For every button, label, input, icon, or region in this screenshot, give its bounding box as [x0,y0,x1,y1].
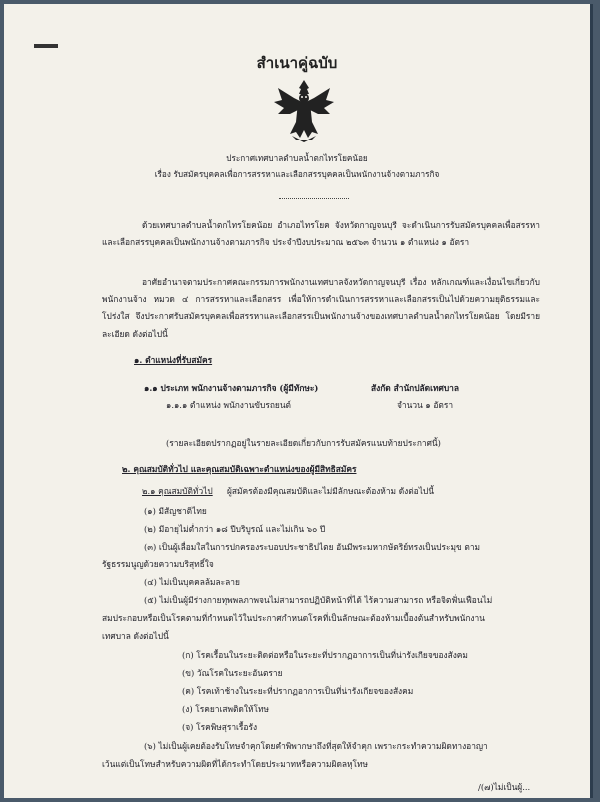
intro-paragraph-1: ด้วยเทศบาลตำบลน้ำตกไทรโยคน้อย อำเภอไทรโยค จังหวัดกาญจนบุรี จะดำเนินการรับสมัครบุคคลเพื่อสรรหาและเลือกสรรบุคคลเป็นพนักงานจ้างตามภารกิจ ประจำปีงบประมาณ ๒๕๖๓ จำนวน ๑ ตำแหน่ง ๑ อัตรา [102,220,540,248]
disease-item: (ค) โรคเท้าช้างในระยะที่ปรากฏอาการเป็นที่น่ารังเกียจของสังคม [182,686,414,696]
qualification-3-line2: รัฐธรรมนูญด้วยความบริสุทธิ์ใจ [102,559,214,569]
pen-mark [34,44,58,48]
continuation-footer: /(๗)ไม่เป็นผู้... [478,782,531,792]
document-page [4,4,593,798]
position-affiliation: สังกัด สำนักปลัดเทศบาล [371,383,459,393]
qualification-5-line3: เทศบาล ดังต่อไปนี้ [102,631,169,641]
position-title: ๑.๑.๑ ตำแหน่ง พนักงานขับรถยนต์ [166,400,291,410]
qualification-1: (๑) มีสัญชาติไทย [144,506,207,516]
section1-heading: ๑. ตำแหน่งที่รับสมัคร [134,355,213,365]
disease-item: (ก) โรคเรื้อนในระยะติดต่อหรือในระยะที่ปรากฏอาการเป็นที่น่ารังเกียจของสังคม [182,650,468,660]
qualification-4: (๔) ไม่เป็นบุคคลล้มละลาย [144,577,240,587]
qualification-3-line1: (๓) เป็นผู้เลื่อมใสในการปกครองระบอบประชาธิปไตย อันมีพระมหากษัตริย์ทรงเป็นประมุข ตาม [144,542,481,552]
details-note: (รายละเอียดปรากฏอยู่ในรายละเอียดเกี่ยวกับการรับสมัครแนบท้ายประกาศนี้) [166,438,441,448]
intro-paragraph-2: อาศัยอำนาจตามประกาศคณะกรรมการพนักงานเทศบาลจังหวัดกาญจนบุรี เรื่อง หลักเกณฑ์และเงื่อนไขเกี่ยวกับพนักงานจ้าง หมวด ๔ การสรรหาและเลือกสรร เพื่อให้การดำเนินการสรรหาและเลือกสรรเป็นไปด้วยความยุติธรรมและโปร่งใส จึงประกาศรับสมัครบุคคลเพื่อสรรหาและเลือกสรรเป็นพนักงานจ้างของเทศบาลตำบลน้ำตกไทรโยคน้อย โดยมีรายละเอียด ดังต่อไปนี้ [102,277,540,339]
disease-item: (จ) โรคพิษสุราเรื้อรัง [182,722,258,732]
position-count: จำนวน ๑ อัตรา [397,400,454,410]
qualification-2: (๒) มีอายุไม่ต่ำกว่า ๑๘ ปีบริบูรณ์ และไม่เกิน ๖๐ ปี [144,524,326,534]
disease-item: (ข) วัณโรคในระยะอันตราย [182,668,283,678]
disease-item: (ง) โรคยาเสพติดให้โทษ [182,704,270,714]
qualification-5-line1: (๕) ไม่เป็นผู้มีร่างกายทุพพลภาพจนไม่สามารถปฏิบัติหน้าที่ได้ ไร้ความสามารถ หรือจิตฟั่นเฟือนไม่ [144,595,493,605]
garuda-emblem-icon [272,78,336,144]
qualification-5-line2: สมประกอบหรือเป็นโรคตามที่กำหนดไว้ในประกาศกำหนดโรคที่เป็นลักษณะต้องห้ามเบื้องต้นสำหรับพนักงาน [102,613,485,623]
qualification-6-line1: (๖) ไม่เป็นผู้เคยต้องรับโทษจำคุกโดยคำพิพากษาถึงที่สุดให้จำคุก เพราะกระทำความผิดทางอาญา [144,741,488,751]
divider [279,198,349,199]
section2-heading: ๒. คุณสมบัติทั่วไป และคุณสมบัติเฉพาะตำแหน่งของผู้มีสิทธิสมัคร [122,464,357,474]
copy-stamp: สำเนาคู่ฉบับ [256,54,338,72]
qualification-6-line2: เว้นแต่เป็นโทษสำหรับความผิดที่ได้กระทำโดยประมาทหรือความผิดลหุโทษ [102,759,369,769]
section2-sub-label: ๒.๑ คุณสมบัติทั่วไป [142,486,213,496]
announcement-subject: เรื่อง รับสมัครบุคคลเพื่อการสรรหาและเลือกสรรบุคคลเป็นพนักงานจ้างตามภารกิจ [154,169,440,179]
position-type: ๑.๑ ประเภท พนักงานจ้างตามภารกิจ (ผู้มีทักษะ) [144,383,319,393]
announcement-title: ประกาศเทศบาลตำบลน้ำตกไทรโยคน้อย [226,153,368,163]
section2-sub-text: ผู้สมัครต้องมีคุณสมบัติและไม่มีลักษณะต้องห้าม ดังต่อไปนี้ [227,486,434,496]
